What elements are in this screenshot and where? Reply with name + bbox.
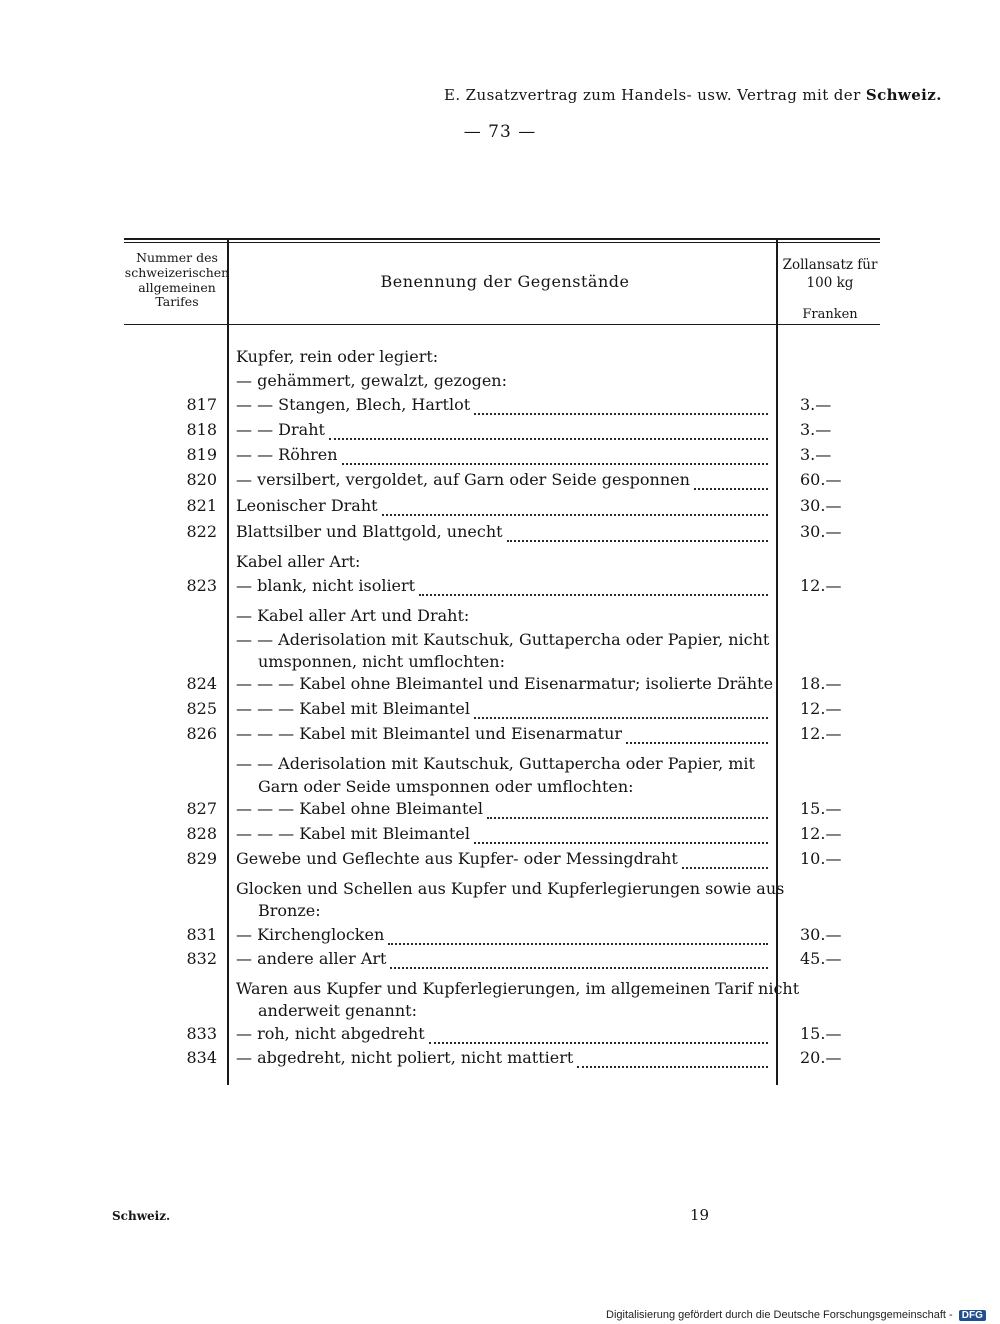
tariff-number: 818 bbox=[186, 420, 217, 439]
duty-rate: 12.— bbox=[800, 824, 842, 843]
item-description: Gewebe und Geflechte aus Kupfer- oder Messingdraht bbox=[236, 849, 678, 868]
table-row bbox=[0, 345, 1000, 371]
item-description: Glocken und Schellen aus Kupfer und Kupferlegierungen sowie aus bbox=[236, 879, 785, 898]
dot-leader bbox=[626, 740, 768, 744]
item-description: — roh, nicht abgedreht bbox=[236, 1024, 425, 1043]
item-description: Kabel aller Art: bbox=[236, 552, 361, 571]
tariff-number: 831 bbox=[186, 925, 217, 944]
dot-leader bbox=[507, 538, 768, 542]
tariff-number: 825 bbox=[186, 699, 217, 718]
tariff-number: 828 bbox=[186, 824, 217, 843]
tariff-number: 823 bbox=[186, 576, 217, 595]
duty-rate: 30.— bbox=[800, 522, 842, 541]
duty-rate: 15.— bbox=[800, 799, 842, 818]
item-description: Garn oder Seide umsponnen oder umflochten: bbox=[258, 777, 634, 796]
table-row bbox=[0, 722, 1000, 748]
page-number: — 73 — bbox=[463, 122, 537, 142]
footer-sheet-number: 19 bbox=[690, 1206, 710, 1224]
item-description: — — Aderisolation mit Kautschuk, Guttapercha oder Papier, nicht bbox=[236, 630, 770, 649]
item-description: anderweit genannt: bbox=[258, 1001, 417, 1020]
item-description: — — — Kabel mit Bleimantel bbox=[236, 824, 470, 843]
dot-leader bbox=[382, 512, 768, 516]
table-row bbox=[0, 822, 1000, 848]
running-header-title: E. Zusatzvertrag zum Handels- usw. Vertrag mit der bbox=[444, 86, 861, 104]
dfg-logo: DFG bbox=[959, 1310, 986, 1321]
duty-rate: 20.— bbox=[800, 1048, 842, 1067]
tariff-number: 827 bbox=[186, 799, 217, 818]
dot-leader bbox=[342, 461, 768, 465]
dot-leader bbox=[388, 941, 768, 945]
table-row bbox=[0, 604, 1000, 630]
table-row bbox=[0, 393, 1000, 419]
duty-rate: 12.— bbox=[800, 576, 842, 595]
item-description: — andere aller Art bbox=[236, 949, 387, 968]
duty-rate: 12.— bbox=[800, 724, 842, 743]
tariff-number: 821 bbox=[186, 496, 217, 515]
item-description: — — Draht bbox=[236, 420, 325, 439]
item-description: — abgedreht, nicht poliert, nicht mattiert bbox=[236, 1048, 574, 1067]
dot-leader bbox=[429, 1040, 768, 1044]
table-row bbox=[0, 847, 1000, 873]
tariff-number: 834 bbox=[186, 1048, 217, 1067]
tariff-number: 817 bbox=[186, 395, 217, 414]
table-row bbox=[0, 947, 1000, 973]
table-row bbox=[0, 1022, 1000, 1048]
dot-leader bbox=[419, 592, 768, 596]
duty-rate: 60.— bbox=[800, 470, 842, 489]
header-bottom-rule bbox=[124, 324, 880, 325]
duty-rate: 10.— bbox=[800, 849, 842, 868]
dot-leader bbox=[390, 965, 768, 969]
item-description: Leonischer Draht bbox=[236, 496, 378, 515]
tariff-number: 819 bbox=[186, 445, 217, 464]
dot-leader bbox=[682, 865, 768, 869]
digitization-notice bbox=[606, 1309, 986, 1321]
dot-leader bbox=[487, 815, 768, 819]
table-row bbox=[0, 923, 1000, 949]
table-row bbox=[0, 520, 1000, 546]
table-row bbox=[0, 494, 1000, 520]
duty-rate: 3.— bbox=[800, 395, 832, 414]
tariff-number: 820 bbox=[186, 470, 217, 489]
item-description: — — — Kabel mit Bleimantel und Eisenarmatur bbox=[236, 724, 623, 743]
item-description: — — Aderisolation mit Kautschuk, Guttapercha oder Papier, mit bbox=[236, 754, 755, 773]
column-header-nummer: Nummer des schweizerischen allgemeinen Tarifes bbox=[124, 250, 230, 310]
item-description: — Kirchenglocken bbox=[236, 925, 385, 944]
item-description: — — — Kabel ohne Bleimantel bbox=[236, 799, 483, 818]
table-row bbox=[0, 369, 1000, 395]
table-row bbox=[0, 672, 1000, 698]
table-top-rule-thin bbox=[124, 242, 880, 243]
footer-signature: Schweiz. bbox=[112, 1209, 171, 1223]
tariff-number: 824 bbox=[186, 674, 217, 693]
duty-rate: 3.— bbox=[800, 420, 832, 439]
table-row bbox=[0, 797, 1000, 823]
item-description: — — — Kabel mit Bleimantel bbox=[236, 699, 470, 718]
item-description: — gehämmert, gewalzt, gezogen: bbox=[236, 371, 507, 390]
dot-leader bbox=[694, 486, 768, 490]
item-description: — Kabel aller Art und Draht: bbox=[236, 606, 470, 625]
table-row bbox=[0, 418, 1000, 444]
item-description: — blank, nicht isoliert bbox=[236, 576, 416, 595]
running-header bbox=[444, 86, 942, 104]
item-description: — — Stangen, Blech, Hartlot bbox=[236, 395, 471, 414]
table-row bbox=[0, 443, 1000, 469]
tariff-number: 822 bbox=[186, 522, 217, 541]
item-description: umsponnen, nicht umflochten: bbox=[258, 652, 505, 671]
tariff-number: 826 bbox=[186, 724, 217, 743]
dot-leader bbox=[474, 715, 768, 719]
dot-leader bbox=[577, 1064, 768, 1068]
column-header-franken: Franken bbox=[802, 307, 858, 322]
duty-rate: 3.— bbox=[800, 445, 832, 464]
dot-leader bbox=[474, 840, 768, 844]
tariff-number: 833 bbox=[186, 1024, 217, 1043]
running-header-country: Schweiz. bbox=[865, 86, 942, 104]
item-description: Blattsilber und Blattgold, unecht bbox=[236, 522, 503, 541]
duty-rate: 18.— bbox=[800, 674, 842, 693]
item-description: — — — Kabel ohne Bleimantel und Eisenarmatur; isolierte Drähte bbox=[236, 674, 774, 693]
table-row bbox=[0, 1046, 1000, 1072]
dot-leader bbox=[474, 411, 768, 415]
tariff-number: 832 bbox=[186, 949, 217, 968]
duty-rate: 15.— bbox=[800, 1024, 842, 1043]
duty-rate: 30.— bbox=[800, 925, 842, 944]
item-description: — — Röhren bbox=[236, 445, 338, 464]
duty-rate: 45.— bbox=[800, 949, 842, 968]
column-header-benennung: Benennung der Gegenstände bbox=[380, 272, 630, 291]
tariff-number: 829 bbox=[186, 849, 217, 868]
digitization-text: Digitalisierung gefördert durch die Deutsche Forschungsgemeinschaft - bbox=[606, 1309, 953, 1321]
table-row bbox=[0, 550, 1000, 576]
table-row bbox=[0, 468, 1000, 494]
item-description: Kupfer, rein oder legiert: bbox=[236, 347, 439, 366]
duty-rate: 30.— bbox=[800, 496, 842, 515]
table-top-rule bbox=[124, 238, 880, 240]
column-header-zollansatz: Zollansatz für 100 kg bbox=[782, 257, 878, 291]
table-row bbox=[0, 697, 1000, 723]
item-description: Bronze: bbox=[258, 901, 321, 920]
item-description: — versilbert, vergoldet, auf Garn oder Seide gesponnen bbox=[236, 470, 690, 489]
item-description: Waren aus Kupfer und Kupferlegierungen, im allgemeinen Tarif nicht bbox=[236, 979, 800, 998]
dot-leader bbox=[329, 436, 768, 440]
table-row bbox=[0, 899, 1000, 925]
duty-rate: 12.— bbox=[800, 699, 842, 718]
table-row bbox=[0, 574, 1000, 600]
